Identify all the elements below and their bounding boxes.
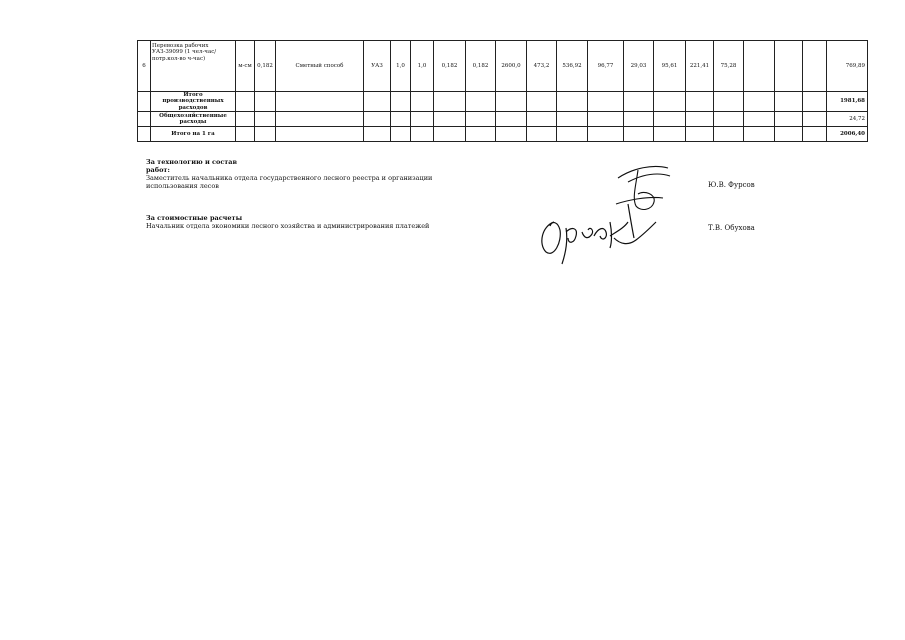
tech-heading: За технологию и состав работ: [146,158,238,175]
value-cell: 29,03 [624,41,654,92]
signature-obukhova [532,192,662,272]
value-cell: 0,182 [434,41,466,92]
work-description: Перевозка рабочих УАЗ-39099 (1 чел-час/потр.кол-во ч-час) [151,41,236,92]
table-row-total [138,126,868,141]
production-costs-value: 1981,68 [827,92,868,112]
cost-signature-block [146,214,456,230]
tech-position: Заместитель начальника отдела государственного лесного реестра и организации использования лесов [146,174,433,191]
cost-table [137,40,868,142]
row-total: 769,89 [827,41,868,92]
value-cell: 95,61 [654,41,686,92]
method-cell: Сметный способ [276,41,364,92]
quantity-cell: 0,182 [255,41,276,92]
empty-cell [138,126,151,141]
table-row-general [138,111,868,126]
empty-cell [803,41,827,92]
tech-signature-block [146,158,446,191]
value-cell: 75,28 [714,41,744,92]
value-cell: 96,77 [588,41,624,92]
value-cell: 2600,0 [496,41,527,92]
empty-cell [744,41,775,92]
cost-signer-name: Т.В. Обухова [708,224,755,232]
empty-cell [775,41,803,92]
value-cell: 221,41 [686,41,714,92]
value-cell: 1,0 [391,41,411,92]
value-cell: 473,2 [527,41,557,92]
cost-position: Начальник отдела экономики лесного хозяйства и администрирования платежей [146,222,430,231]
total-per-ha-label: Итого на 1 га [151,126,236,141]
general-costs-label: Общехозяйственные расходы [151,111,236,126]
production-costs-label: Итого производственных расходов [151,92,236,112]
general-costs-value: 24,72 [827,111,868,126]
value-cell: 1,0 [411,41,434,92]
table-row-production [138,92,868,112]
vehicle-cell: УАЗ [364,41,391,92]
empty-cell [138,92,151,112]
table-row-transport [138,41,868,92]
value-cell: 536,92 [557,41,588,92]
tech-signer-name: Ю.В. Фурсов [708,181,755,189]
row-number: 6 [138,41,151,92]
total-per-ha-value: 2006,40 [827,126,868,141]
empty-cell [138,111,151,126]
value-cell: 0,182 [466,41,496,92]
unit-cell: м-см [236,41,255,92]
cost-heading: За стоимостные расчеты [146,214,243,222]
